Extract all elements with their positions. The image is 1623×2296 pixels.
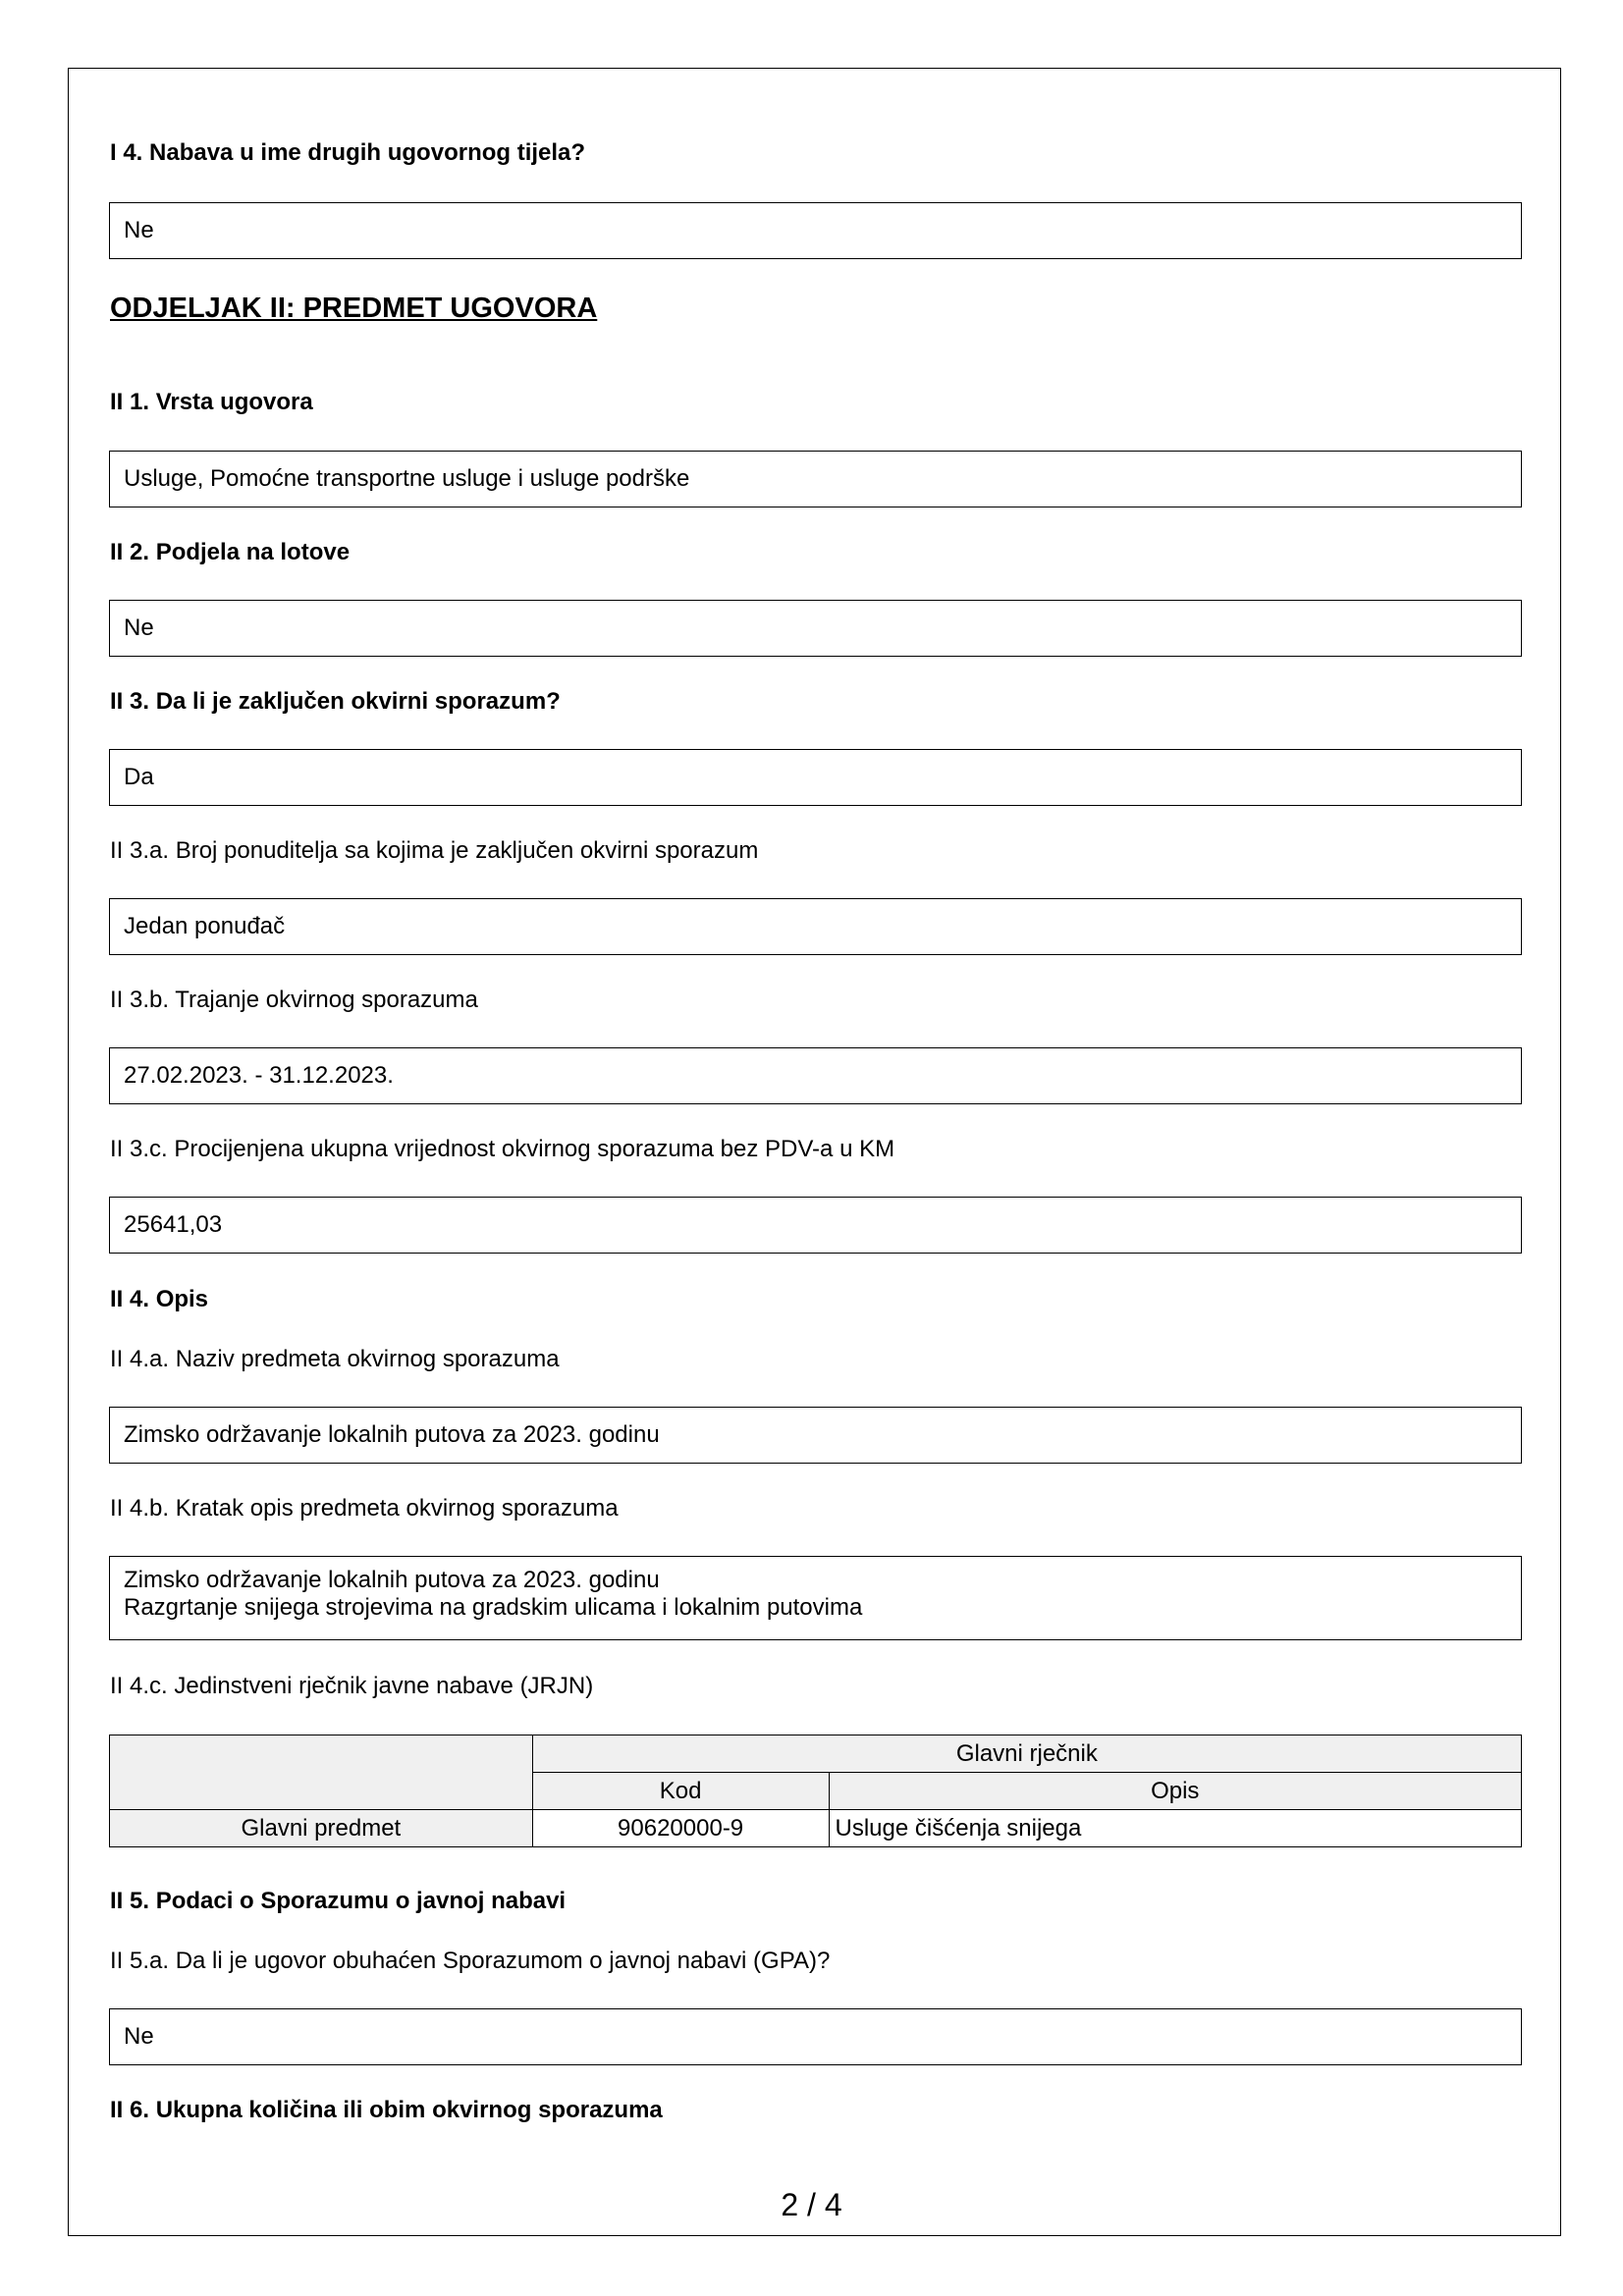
jrjn-header-empty (110, 1735, 533, 1810)
ii4a-value: Zimsko održavanje lokalnih putova za 2023. godinu (109, 1407, 1522, 1464)
ii4b-value (109, 1556, 1522, 1640)
ii3c-label: II 3.c. Procijenjena ukupna vrijednost okvirnog sporazuma bez PDV-a u KM (110, 1136, 895, 1162)
ii3a-value: Jedan ponuđač (109, 898, 1522, 955)
jrjn-group-header: Glavni rječnik (532, 1735, 1521, 1773)
i4-label: I 4. Nabava u ime drugih ugovornog tijela? (110, 139, 586, 166)
ii4b-line-1: Zimsko održavanje lokalnih putova za 2023. godinu (124, 1567, 660, 1593)
jrjn-col-desc: Opis (829, 1773, 1521, 1810)
jrjn-row-code: 90620000-9 (532, 1810, 829, 1847)
ii3c-value: 25641,03 (109, 1197, 1522, 1254)
ii3-value: Da (109, 749, 1522, 806)
ii5-label: II 5. Podaci o Sporazumu o javnoj nabavi (110, 1888, 567, 1914)
ii5a-label: II 5.a. Da li je ugovor obuhaćen Sporazumom o javnoj nabavi (GPA)? (110, 1948, 831, 1974)
section-title: ODJELJAK II: PREDMET UGOVORA (110, 293, 598, 324)
ii1-value: Usluge, Pomoćne transportne usluge i usluge podrške (109, 451, 1522, 507)
jrjn-col-code: Kod (532, 1773, 829, 1810)
i4-value: Ne (109, 202, 1522, 259)
ii3b-label: II 3.b. Trajanje okvirnog sporazuma (110, 987, 478, 1013)
jrjn-row-desc: Usluge čišćenja snijega (829, 1810, 1521, 1847)
ii4-label: II 4. Opis (110, 1286, 209, 1312)
ii5a-value: Ne (109, 2008, 1522, 2065)
ii2-value: Ne (109, 600, 1522, 657)
ii3b-value: 27.02.2023. - 31.12.2023. (109, 1047, 1522, 1104)
page-number: 2 / 4 (781, 2187, 842, 2222)
ii3-label: II 3. Da li je zaključen okvirni sporazum? (110, 688, 561, 715)
jrjn-table (109, 1735, 1522, 1847)
ii4a-label: II 4.a. Naziv predmeta okvirnog sporazuma (110, 1346, 560, 1372)
ii4b-label: II 4.b. Kratak opis predmeta okvirnog sporazuma (110, 1495, 619, 1522)
ii4c-label: II 4.c. Jedinstveni rječnik javne nabave (JRJN) (110, 1673, 594, 1699)
ii6-label: II 6. Ukupna količina ili obim okvirnog sporazuma (110, 2097, 663, 2123)
ii1-label: II 1. Vrsta ugovora (110, 389, 313, 415)
ii4b-line-2: Razgrtanje snijega strojevima na gradskim ulicama i lokalnim putovima (124, 1594, 863, 1621)
jrjn-row-label: Glavni predmet (110, 1810, 533, 1847)
ii2-label: II 2. Podjela na lotove (110, 539, 351, 565)
table-row (110, 1810, 1522, 1847)
ii3a-label: II 3.a. Broj ponuditelja sa kojima je zaključen okvirni sporazum (110, 837, 759, 864)
